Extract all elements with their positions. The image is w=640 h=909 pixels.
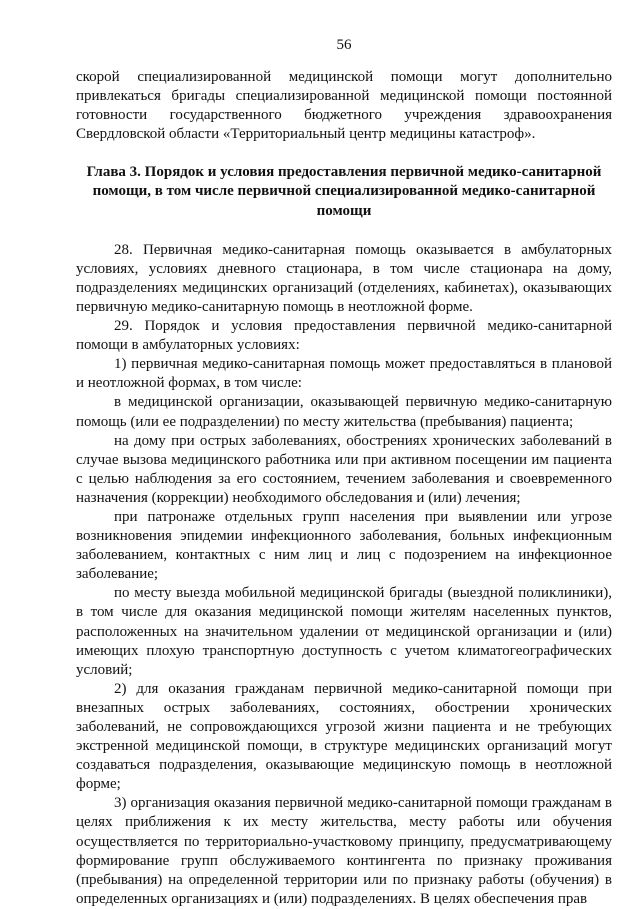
paragraph-28: 28. Первичная медико-санитарная помощь оказывается в амбулаторных условиях, условиях дневного стационара, в том числе стационара на дому, подразделениях медицинских организаций (отделениях, кабинетах), оказывающих первичную медико-санитарную помощь в неотложной форме.: [76, 241, 612, 315]
paragraph-29-item-1-patronage: при патронаже отдельных групп населения при выявлении или угрозе возникновения эпидемии инфекционного заболевания, больных инфекционным заболеванием, контактных с ним лиц и лиц с подозрением на инфекционное заболевание;: [76, 508, 612, 583]
chapter-title: Глава 3. Порядок и условия предоставления первичной медико-санитарной помощи, в том числе первичной специализированной медико-санитарной помощи: [86, 164, 602, 219]
paragraph-29-item-3: 3) организация оказания первичной медико-санитарной помощи гражданам в целях приближения к их месту жительства, месту работы или обучения осуществляется по территориально-участковому принципу, предусматривающему формирование групп обслуживаемого контингента по признаку проживания (пребывания) на определенной территории или по признаку работы (обучения) в определенных организациях и (или) подразделениях. В целях обеспечения прав: [76, 795, 612, 907]
paragraph-29-item-2: 2) для оказания гражданам первичной медико-санитарной помощи при внезапных острых заболеваниях, состояниях, обострении хронических заболеваний, не сопровождающихся угрозой жизни пациента и не требующих экстренной медицинской помощи, в структуре медицинских организаций могут создаваться подразделения, оказывающие медицинскую помощь в неотложной форме;: [76, 680, 612, 793]
paragraph-29-item-1: 1) первичная медико-санитарная помощь может предоставляться в плановой и неотложной формах, в том числе:: [76, 356, 612, 392]
paragraph-29: 29. Порядок и условия предоставления первичной медико-санитарной помощи в амбулаторных условиях:: [76, 318, 612, 354]
paragraph-29-item-1-place-home: на дому при острых заболеваниях, обострениях хронических заболеваний в случае вызова медицинского работника или при активном посещении им пациента с целью наблюдения за его состоянием, течением заболевания и своевременного назначения (коррекции) необходимого обследования и (или) лечения;: [76, 432, 612, 506]
document-page: [76, 36, 612, 909]
page-number: 56: [336, 37, 352, 53]
paragraph-29-item-1-place-organization: в медицинской организации, оказывающей первичную медико-санитарную помощь (или ее подразделении) по месту жительства (пребывания) пациента;: [76, 394, 612, 430]
paragraph-29-item-1-mobile-brigade: по месту выезда мобильной медицинской бригады (выездной поликлиники), в том числе для оказания медицинской помощи жителям населенных пунктов, расположенных на значительном удалении от медицинской организации и (или) имеющих плохую транспортную доступность с учетом климатогеографических условий;: [76, 585, 612, 678]
intro-paragraph: скорой специализированной медицинской помощи могут дополнительно привлекаться бригады специализированной медицинской помощи постоянной готовности государственного бюджетного учреждения здравоохранения Свердловской области «Территориальный центр медицины катастроф».: [76, 69, 612, 143]
